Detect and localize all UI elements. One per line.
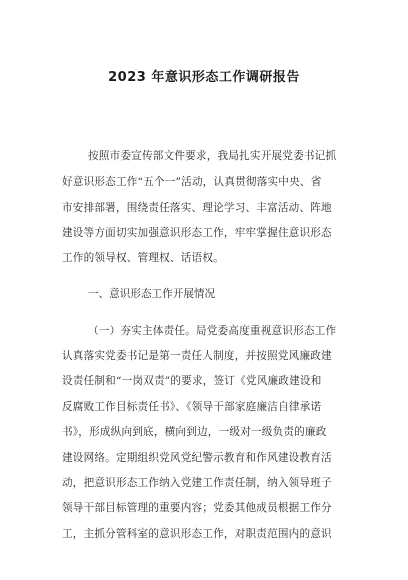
intro-line: 按照市委宣传部文件要求，我局扎实开展党委书记抓 <box>88 150 337 162</box>
body-line: （一）夯实主体责任。局党委高度重视意识形态工作 <box>88 325 337 337</box>
intro-line: 市安排部署，围绕责任落实、理论学习、丰富活动、阵地 <box>62 202 332 214</box>
body-line: 建设网络。定期组织党风党纪警示教育和作风建设教育活 <box>62 452 332 464</box>
body-line: 工，主抓分管科室的意识形态工作，对职责范围内的意识 <box>62 528 332 540</box>
body-line: 反腐败工作目标责任书》、《领导干部家庭廉洁自律承诺 <box>62 401 322 413</box>
body-line: 动，把意识形态工作纳入党建工作责任制，纳入领导班子 <box>62 477 332 489</box>
intro-line: 工作的领导权、管理权、话语权。 <box>62 252 224 264</box>
body-line: 认真落实党委书记是第一责任人制度，并按照党风廉政建 <box>62 350 332 362</box>
body-line: 领导干部目标管理的重要内容；党委其他成员根据工作分 <box>62 502 332 514</box>
body-line: 书》，形成纵向到底，横向到边，一级对一级负责的廉政 <box>62 426 327 438</box>
document-title: 2023 年意识形态工作调研报告 <box>108 70 300 85</box>
body-line: 设责任制和“一岗双责”的要求，签订《党风廉政建设和 <box>62 375 322 387</box>
section-heading: 一、意识形态工作开展情况 <box>88 288 216 300</box>
intro-line: 好意识形态工作“五个一”活动，认真贯彻落实中央、省 <box>62 176 322 188</box>
intro-line: 建设等方面切实加强意识形态工作，牢牢掌握住意识形态 <box>62 227 332 239</box>
